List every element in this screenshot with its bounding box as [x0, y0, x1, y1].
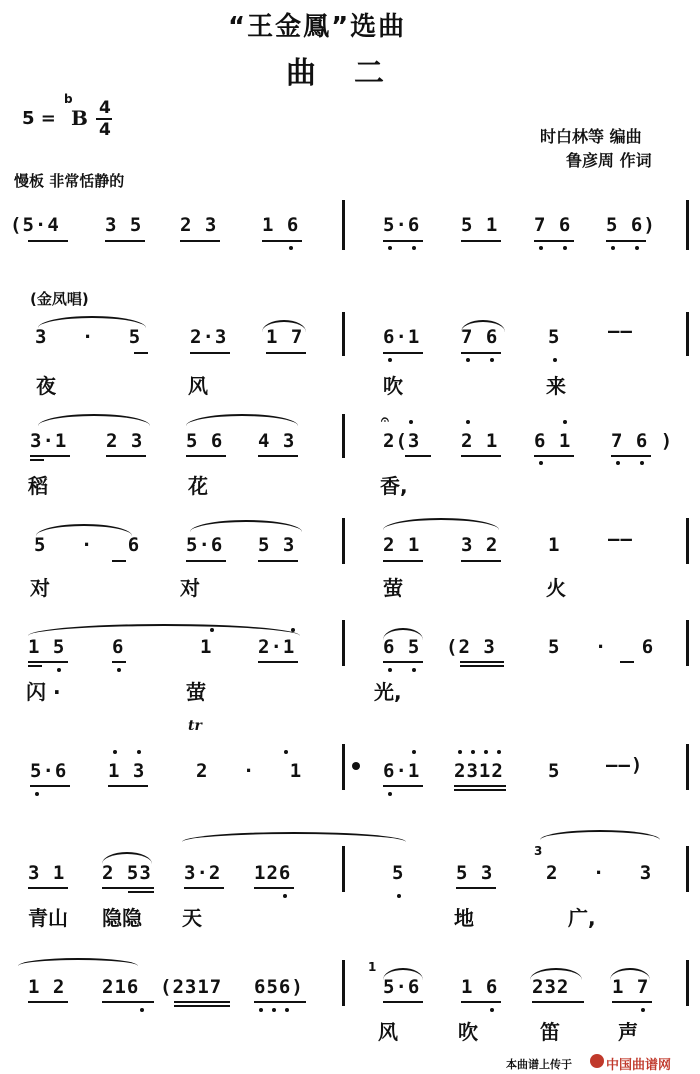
note-group: 6 5 — [383, 636, 421, 658]
lyric-char: 光, — [374, 680, 402, 704]
note-group: 2 · 1 — [196, 760, 314, 782]
time-top: 4 — [99, 98, 111, 118]
underline — [254, 887, 294, 889]
octave-dot — [412, 668, 416, 672]
slur — [186, 414, 298, 426]
lyric-char: 闪 · — [26, 680, 61, 704]
note-group: 2312 — [454, 760, 504, 782]
lyric-char: 萤 — [383, 576, 403, 600]
underline — [383, 661, 423, 663]
underline — [186, 455, 226, 457]
underline — [112, 661, 126, 663]
tempo-marking: 慢板 非常恬静的 — [14, 172, 125, 190]
underline — [383, 240, 423, 242]
underline — [174, 1005, 230, 1007]
grace-note: 3 — [534, 844, 543, 858]
note-group: 5·6 — [186, 534, 224, 556]
note-group: (5·4 — [10, 214, 60, 236]
note-group: 3·2 — [184, 862, 222, 884]
octave-dot — [471, 750, 475, 754]
underline — [190, 352, 230, 354]
note-group: 2 3 — [180, 214, 218, 236]
trill-mark: tr — [188, 718, 202, 734]
underline — [532, 1001, 584, 1003]
note-group: 5 3 — [456, 862, 494, 884]
lyric-char: 萤 — [186, 680, 206, 704]
slur — [38, 414, 150, 426]
octave-dot — [563, 246, 567, 250]
octave-dot — [563, 420, 567, 424]
underline — [383, 352, 423, 354]
octave-dot — [388, 246, 392, 250]
underline — [28, 665, 42, 667]
note-group: 3 · 5 — [35, 326, 153, 348]
octave-dot — [490, 1008, 494, 1012]
underline — [612, 1001, 652, 1003]
note-group: 5·6 — [383, 214, 421, 236]
breath-dot — [352, 762, 360, 770]
note-group: 1 — [548, 534, 561, 556]
underline — [258, 661, 298, 663]
note-group: 126 — [254, 862, 292, 884]
octave-dot — [616, 461, 620, 465]
note-group: 6 1 — [534, 430, 572, 452]
lyric-char: 吹 — [383, 374, 403, 398]
key-note: B — [71, 106, 88, 130]
octave-dot — [113, 750, 117, 754]
note-group: 5 — [392, 862, 405, 884]
bar-line — [342, 960, 345, 1006]
lyric-char: 来 — [546, 374, 566, 398]
underline — [461, 352, 501, 354]
note-group: 3 1 — [28, 862, 66, 884]
note-group: 5 · 6 — [34, 534, 152, 556]
underline — [461, 1001, 501, 1003]
fermata-icon: 𝄐 — [381, 412, 389, 428]
underline — [454, 789, 506, 791]
octave-dot — [57, 668, 61, 672]
octave-dot — [611, 246, 615, 250]
octave-dot — [117, 668, 121, 672]
lyric-char: 风 — [188, 374, 208, 398]
octave-dot — [412, 750, 416, 754]
note-group: 656) — [254, 976, 304, 998]
lyric-char: 笛 — [540, 1020, 560, 1044]
lyric-char: 广, — [568, 906, 596, 930]
lyric-char: 对 — [180, 576, 200, 600]
bar-line — [686, 960, 689, 1006]
note-group: 2 1 — [383, 534, 421, 556]
slur — [28, 624, 300, 636]
underline — [28, 1001, 68, 1003]
note-group: (2 3 — [446, 636, 496, 658]
time-bottom: 4 — [99, 120, 111, 140]
note-group: 216 — [102, 976, 140, 998]
note-group: 2 53 — [102, 862, 152, 884]
bar-line — [686, 200, 689, 250]
octave-dot — [397, 894, 401, 898]
lyric-char: 地 — [454, 906, 474, 930]
note-group: 3 5 — [105, 214, 143, 236]
octave-dot — [640, 461, 644, 465]
note-group: —— — [608, 528, 633, 550]
bar-line — [342, 846, 345, 892]
octave-dot — [484, 750, 488, 754]
slur — [383, 518, 499, 530]
octave-dot — [388, 668, 392, 672]
octave-dot — [272, 1008, 276, 1012]
note-group: 1 7 — [266, 326, 304, 348]
octave-dot — [259, 1008, 263, 1012]
underline — [262, 240, 302, 242]
underline — [28, 887, 68, 889]
note-group: (2317 — [160, 976, 223, 998]
note-group: 5 1 — [461, 214, 499, 236]
singer-label: (金凤唱) — [30, 290, 89, 308]
key-flat: b — [64, 92, 73, 106]
underline — [606, 240, 646, 242]
octave-dot — [466, 420, 470, 424]
note-group: 5 6) — [606, 214, 656, 236]
site-logo-icon — [590, 1054, 604, 1068]
slur — [190, 520, 302, 532]
note-group: 1 — [200, 636, 213, 658]
underline — [112, 560, 126, 562]
underline — [460, 661, 504, 663]
title-line2: 曲二 — [286, 56, 422, 91]
note-group: 5·6 — [30, 760, 68, 782]
underline — [461, 455, 501, 457]
grace-note: 1 — [368, 960, 377, 974]
octave-dot — [140, 1008, 144, 1012]
underline — [28, 240, 68, 242]
underline — [258, 455, 298, 457]
note-group: ——) — [606, 754, 644, 776]
bar-line — [342, 200, 345, 250]
note-group: 3 2 — [461, 534, 499, 556]
octave-dot — [641, 1008, 645, 1012]
note-group: 2·3 — [190, 326, 228, 348]
underline — [134, 352, 148, 354]
underline — [383, 560, 423, 562]
underline — [28, 661, 68, 663]
lyric-char: 花 — [188, 474, 208, 498]
underline — [30, 785, 70, 787]
underline — [460, 665, 504, 667]
composer-credit: 时白林等 编曲 — [540, 127, 642, 146]
octave-dot — [412, 246, 416, 250]
underline — [383, 1001, 423, 1003]
bar-line — [686, 846, 689, 892]
note-group: 3·1 — [30, 430, 68, 452]
underline — [620, 661, 634, 663]
underline — [102, 1001, 154, 1003]
octave-dot — [210, 628, 214, 632]
note-group: 2 1 — [461, 430, 499, 452]
underline — [534, 455, 574, 457]
underline — [184, 887, 224, 889]
slur — [182, 832, 406, 842]
lyric-char: 吹 — [458, 1020, 478, 1044]
underline — [30, 459, 44, 461]
note-group: 5 6 — [186, 430, 224, 452]
octave-dot — [388, 792, 392, 796]
octave-dot — [388, 358, 392, 362]
note-group: 6 — [112, 636, 125, 658]
note-group: 1 2 — [28, 976, 66, 998]
underline — [405, 455, 431, 457]
note-group: 7 6 — [534, 214, 572, 236]
octave-dot — [283, 894, 287, 898]
note-group: 6·1 — [383, 760, 421, 782]
octave-dot — [289, 246, 293, 250]
underline — [108, 785, 148, 787]
lyric-char: 对 — [30, 576, 50, 600]
underline — [254, 1001, 306, 1003]
lyric-char: 隐隐 — [102, 906, 142, 930]
note-group: 7 6 — [461, 326, 499, 348]
underline — [461, 560, 501, 562]
underline — [105, 240, 145, 242]
underline — [180, 240, 220, 242]
underline — [186, 560, 226, 562]
underline — [106, 455, 146, 457]
octave-dot — [137, 750, 141, 754]
note-group: 4 3 — [258, 430, 296, 452]
note-group: 1 3 — [108, 760, 146, 782]
bar-line — [686, 620, 689, 666]
bar-line — [342, 518, 345, 564]
octave-dot — [497, 750, 501, 754]
note-group: 2(3 — [383, 430, 421, 452]
note-group: 2 · 3 — [546, 862, 664, 884]
note-group: 5 — [548, 326, 561, 348]
lyric-char: 声 — [618, 1020, 638, 1044]
underline — [456, 887, 496, 889]
lyric-char: 稻 — [28, 474, 48, 498]
underline — [102, 887, 154, 889]
note-group: 1 5 — [28, 636, 66, 658]
underline — [461, 240, 501, 242]
key-prefix: 5 = — [22, 108, 56, 129]
slur — [18, 958, 138, 966]
bar-line — [342, 620, 345, 666]
lyric-char: 天 — [182, 906, 202, 930]
underline — [611, 455, 651, 457]
octave-dot — [291, 628, 295, 632]
octave-dot — [635, 246, 639, 250]
lyric-char: 火 — [546, 576, 566, 600]
note-group: 5·6 — [383, 976, 421, 998]
octave-dot — [285, 1008, 289, 1012]
note-group: 6·1 — [383, 326, 421, 348]
upload-note: 本曲谱上传于 — [506, 1058, 572, 1071]
lyricist-credit: 鲁彦周 作词 — [566, 151, 652, 170]
title-line1: “王金鳳”选曲 — [228, 12, 407, 42]
underline — [383, 785, 423, 787]
note-group: 232 — [532, 976, 570, 998]
bar-line — [686, 312, 689, 356]
octave-dot — [409, 420, 413, 424]
bar-line — [686, 518, 689, 564]
note-group: —— — [608, 320, 633, 342]
note-group: 7 6 ) — [611, 430, 674, 452]
note-group: 5 — [548, 760, 561, 782]
octave-dot — [539, 461, 543, 465]
note-group: 1 7 — [612, 976, 650, 998]
underline — [266, 352, 306, 354]
note-group: 2 3 — [106, 430, 144, 452]
note-group: 5 · 6 — [548, 636, 666, 658]
octave-dot — [284, 750, 288, 754]
underline — [454, 785, 506, 787]
site-brand[interactable]: 中国曲谱网 — [606, 1058, 672, 1073]
note-group: 2·1 — [258, 636, 296, 658]
octave-dot — [490, 358, 494, 362]
underline — [174, 1001, 230, 1003]
octave-dot — [466, 358, 470, 362]
underline — [258, 560, 298, 562]
lyric-char: 风 — [378, 1020, 398, 1044]
slur — [540, 830, 660, 840]
octave-dot — [553, 358, 557, 362]
note-group: 1 6 — [262, 214, 300, 236]
underline — [534, 240, 574, 242]
note-group: 5 3 — [258, 534, 296, 556]
underline — [128, 891, 154, 893]
bar-line — [342, 744, 345, 790]
octave-dot — [35, 792, 39, 796]
bar-line — [686, 744, 689, 790]
lyric-char: 夜 — [36, 374, 56, 398]
bar-line — [342, 414, 345, 458]
note-group: 1 6 — [461, 976, 499, 998]
underline — [30, 455, 70, 457]
octave-dot — [458, 750, 462, 754]
lyric-char: 青山 — [28, 906, 68, 930]
lyric-char: 香, — [380, 474, 408, 498]
bar-line — [342, 312, 345, 356]
octave-dot — [539, 246, 543, 250]
